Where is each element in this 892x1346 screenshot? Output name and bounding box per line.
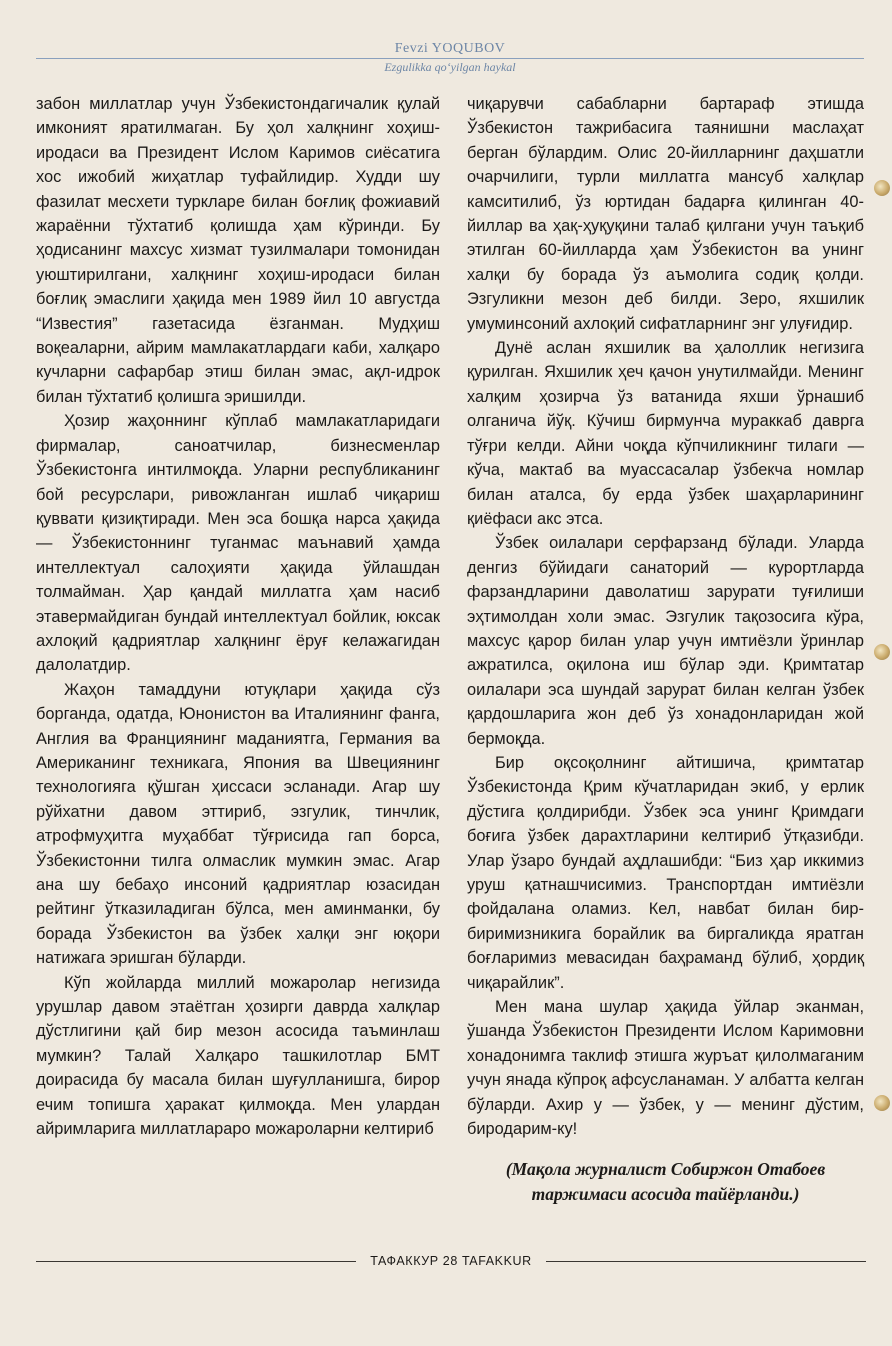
running-head <box>36 40 864 75</box>
paragraph: Мен мана шулар ҳақида ўйлар эканман, ўшанда Ўзбекистон Президенти Ислом Каримовни хонадонимга таклиф этишга журъат қилолмаганим учун янада кўпроқ афсусланаман. У албатта келган бўларди. Ахир у — ўзбек, у — менинг дўстим, биродарим-ку! <box>467 998 864 1139</box>
author-name: Fevzi YOQUBOV <box>394 41 506 56</box>
translation-credit: (Мақола журналист Собиржон Отабоев таржимаси асосида тайёрланди.) <box>505 1159 826 1205</box>
paragraph: Ҳозир жаҳоннинг кўплаб мамлакатларидаги фирмалар, саноатчилар, бизнесменлар Ўзбекистонга интилмоқда. Уларни республиканинг бой ресурслари, ривожланган ишлаб чиқариш қуввати қизиқтиради. Мен эса бошқа нарса ҳақида — Ўзбекистоннинг туганмас маънавий ҳамда интеллектуал салоҳияти ҳақида ўйлашдан толмайман. Ҳар қандай миллатга ҳам насиб этавермайдиган бундай интеллектуал бойлик, юксак ахлоқий қадриятлар халқнинг ёруғ келажагидан далолатдир. <box>36 412 440 675</box>
binding-hole-icon <box>874 1095 890 1111</box>
article-subtitle: Ezgulikka qo‘yilgan haykal <box>384 60 516 74</box>
footer-rule-left <box>36 1261 356 1262</box>
paragraph: забон миллатлар учун Ўзбекистондагичалик қулай имконият яратилмаган. Бу ҳол халқнинг хоҳиш-иродаси ва Президент Ислом Каримов сиёсатига хос ижобий жиҳатлар туфайлидир. Худди шу фазилат месхети туркларе билан боғлиқ фожиавий жараённи тўхтатиб қолишда ҳам кўринди. Бу ҳодисанинг махсус хизмат тузилмалари томонидан уюштирилгани, халқнинг хоҳиш-иродаси билан боғлиқ эмаслиги ҳақида мен 1989 йил 10 августда “Известия” газетасида ёзганман. Мудҳиш воқеаларни, айрим мамлакатлардаги каби, халқаро кучларни сафарбар этиш билан эмас, ақл-идрок билан тўхтатиб қолишга эришилди. <box>36 95 440 406</box>
paragraph: Жаҳон тамаддуни ютуқлари ҳақида сўз борганда, одатда, Юнонистон ва Италиянинг фанга, Англия ва Франциянинг маданиятга, Германия ва Американинг техникага, Япония ва Швециянинг технологияга қўшган ҳиссаси эсланади. Агар шу рўйхатни давом эттириб, эзгулик, тинчлик, атрофмуҳитга муҳаббат тўғрисида гап борса, Ўзбекистонни тилга олмаслик мумкин эмас. Агар ана шу бебаҳо инсоний қадриятлар юзасидан рейтинг ўтказиладиган бўлса, мен аминманки, бу борада Ўзбекистон ва ўзбек халқи энг юқори натижага эришган бўларди. <box>36 680 440 968</box>
page-number-label: ТАФАККУР 28 TAFAKKUR <box>370 1254 532 1268</box>
left-column <box>36 92 440 1141</box>
paragraph: Дунё аслан яхшилик ва ҳалоллик негизига қурилган. Яхшилик ҳеч қачон унутилмайди. Менинг халқим ҳозирча ўз ватанида яхши ўрнашиб олганича йўқ. Кўчиш бирмунча мураккаб даврга тўғри келди. Айни чоқда кўпчиликнинг тилаги — кўча, мактаб ва муассасалар ўзбекча номлар билан аталса, бу ерда ўзбек шаҳарларининг қиёфаси акс этса. <box>467 339 864 528</box>
right-column <box>467 92 864 1207</box>
binding-hole-icon <box>874 644 890 660</box>
paragraph: Ўзбек оилалари серфарзанд бўлади. Уларда денгиз бўйидаги санаторий — курортларда фарзандларини даволатиш зарурати туғилиши эҳтимолдан холи эмас. Эзгулик тақозосига кўра, махсус қарор билан улар учун имтиёзли ўринлар ажратилса, оқилона иш бўлар эди. Қримтатар оилалари эса шундай зарурат билан келган ўзбек қардошларига жон деб ўз хонадонларидан жой бермоқда. <box>467 534 864 748</box>
binding-hole-icon <box>874 180 890 196</box>
footer-rule-right <box>546 1261 866 1262</box>
paragraph: Бир оқсоқолнинг айтишича, қримтатар Ўзбекистонда Қрим кўчатларидан экиб, у ерлик дўстига қолдирибди. Ўзбек эса унинг Қримдаги боғига ўзбек дарахтларини келтириб ўтқазибди. Улар ўзаро бундай аҳдлашибди: “Биз ҳар иккимиз уруш қатнашчисимиз. Транспортдан имтиёзли фойдалана оламиз. Кел, навбат билан бир-биримизникига борайлик ва биргаликда яратган боғларимиз мевасидан баҳраманд бўлиб, ҳордиқ чиқарайлик”. <box>467 753 864 992</box>
paragraph: Кўп жойларда миллий можаролар негизида урушлар давом этаётган ҳозирги даврда халқлар дўстлигини қай бир мезон асосида таъминлаш мумкин? Талай Халқаро ташкилотлар БМТ доирасида бу масала билан шуғулланишга, бирор ечим топишга ҳаракат қилмоқда. Мен улардан айримларига миллатлараро можароларни келтириб <box>36 973 440 1139</box>
paragraph: чиқарувчи сабабларни бартараф этишда Ўзбекистон тажрибасига таянишни маслаҳат берган бўлардим. Олис 20-йилларнинг даҳшатли очарчилиги, турли миллатга мансуб халқлар камситилиб, ўз юртидан бадарға қилинган 40-йиллар ва ҳақ-ҳуқуқини талаб қилгани учун таъқиб этилган 60-йилларда ҳам Ўзбекистон ва унинг халқи бу борада ўз аъмолига содиқ қолди. Эзгуликни мезон деб билди. Зеро, яхшилик умуминсоний ахлоқий сифатларнинг энг улуғидир. <box>467 95 864 333</box>
page-footer <box>36 1254 866 1268</box>
